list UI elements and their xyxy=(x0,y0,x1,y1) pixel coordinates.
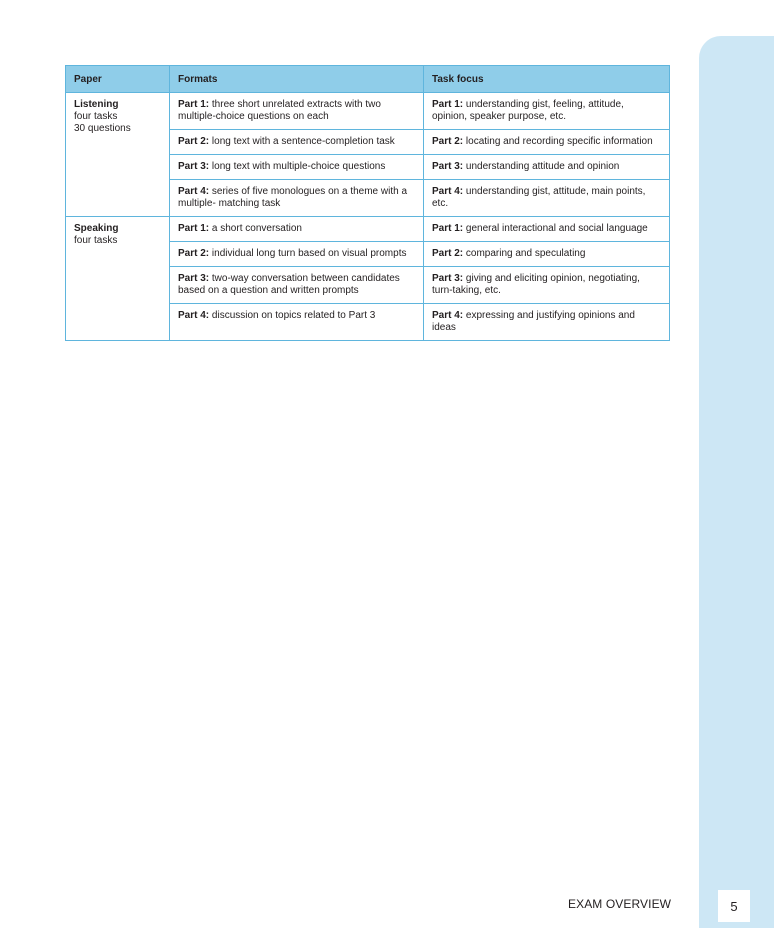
paper-name: Speaking xyxy=(74,223,119,234)
part-label: Part 2: xyxy=(432,136,464,147)
format-text: three short unrelated extracts with two multiple-choice questions on each xyxy=(178,99,381,122)
focus-text: expressing and justifying opinions and ideas xyxy=(432,310,635,333)
focus-cell xyxy=(424,155,670,180)
column-header-task-focus: Task focus xyxy=(424,66,670,93)
format-text: individual long turn based on visual prompts xyxy=(211,248,407,259)
format-cell xyxy=(170,93,424,130)
focus-cell xyxy=(424,93,670,130)
focus-text: giving and eliciting opinion, negotiating, turn-taking, etc. xyxy=(432,273,640,296)
part-label: Part 3: xyxy=(178,161,210,172)
format-cell xyxy=(170,155,424,180)
column-header-paper: Paper xyxy=(66,66,170,93)
section-footer-label: EXAM OVERVIEW xyxy=(568,897,672,911)
paper-detail: four tasks xyxy=(74,111,118,122)
part-label: Part 1: xyxy=(432,223,464,234)
part-label: Part 4: xyxy=(432,310,464,321)
focus-cell xyxy=(424,304,670,341)
part-label: Part 2: xyxy=(432,248,464,259)
page-number: 5 xyxy=(718,890,750,922)
part-label: Part 3: xyxy=(432,161,464,172)
paper-name: Listening xyxy=(74,99,119,110)
format-cell xyxy=(170,304,424,341)
table-header-row xyxy=(66,66,670,93)
format-cell xyxy=(170,242,424,267)
format-text: discussion on topics related to Part 3 xyxy=(211,310,376,321)
focus-cell xyxy=(424,180,670,217)
focus-cell xyxy=(424,242,670,267)
format-cell xyxy=(170,267,424,304)
focus-text: locating and recording specific information xyxy=(465,136,653,147)
part-label: Part 2: xyxy=(178,136,210,147)
part-label: Part 1: xyxy=(178,223,210,234)
focus-text: comparing and speculating xyxy=(465,248,586,259)
side-margin-strip xyxy=(699,36,774,928)
format-cell xyxy=(170,217,424,242)
focus-text: understanding gist, attitude, main points, etc. xyxy=(432,186,646,209)
part-label: Part 4: xyxy=(178,310,210,321)
paper-cell-listening xyxy=(66,93,170,217)
part-label: Part 1: xyxy=(178,99,210,110)
focus-text: general interactional and social language xyxy=(465,223,648,234)
focus-cell xyxy=(424,130,670,155)
format-text: a short conversation xyxy=(211,223,302,234)
format-text: long text with multiple-choice questions xyxy=(211,161,386,172)
focus-cell xyxy=(424,267,670,304)
paper-detail: four tasks xyxy=(74,235,118,246)
format-text: long text with a sentence-completion task xyxy=(211,136,395,147)
focus-text: understanding gist, feeling, attitude, opinion, speaker purpose, etc. xyxy=(432,99,624,122)
format-cell xyxy=(170,130,424,155)
table-row xyxy=(66,217,670,242)
part-label: Part 3: xyxy=(432,273,464,284)
focus-text: understanding attitude and opinion xyxy=(465,161,620,172)
table-row xyxy=(66,93,670,130)
column-header-formats: Formats xyxy=(170,66,424,93)
part-label: Part 2: xyxy=(178,248,210,259)
part-label: Part 1: xyxy=(432,99,464,110)
format-text: two-way conversation between candidates based on a question and written prompts xyxy=(178,273,400,296)
part-label: Part 4: xyxy=(178,186,210,197)
exam-overview-table xyxy=(65,65,670,341)
part-label: Part 4: xyxy=(432,186,464,197)
part-label: Part 3: xyxy=(178,273,210,284)
paper-detail: 30 questions xyxy=(74,123,131,134)
format-text: series of five monologues on a theme with a multiple- matching task xyxy=(178,186,408,209)
paper-cell-speaking xyxy=(66,217,170,341)
focus-cell xyxy=(424,217,670,242)
format-cell xyxy=(170,180,424,217)
